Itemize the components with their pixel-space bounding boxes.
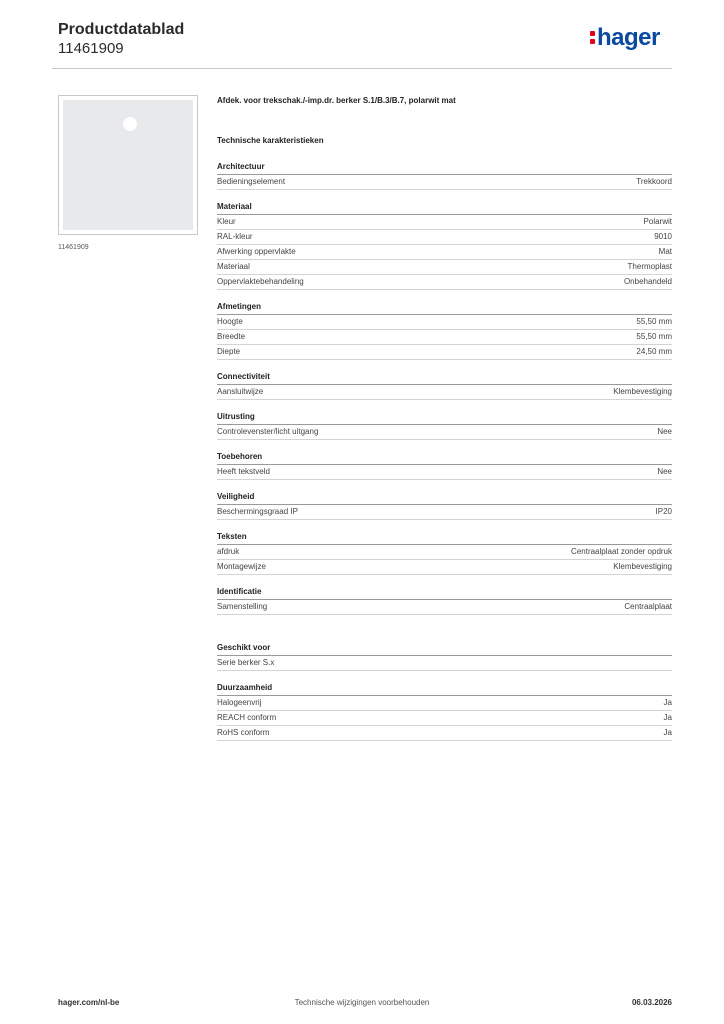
- group-heading: Veiligheid: [217, 490, 672, 505]
- group-heading: Uitrusting: [217, 410, 672, 425]
- spec-group: [217, 641, 672, 671]
- product-image: [58, 95, 198, 235]
- spec-row: [217, 711, 672, 726]
- spec-value: Centraalplaat: [624, 602, 672, 611]
- spec-row: [217, 260, 672, 275]
- spec-row: [217, 215, 672, 230]
- spec-value: 55,50 mm: [636, 332, 672, 341]
- spec-row: [217, 385, 672, 400]
- spec-group: [217, 410, 672, 440]
- spec-row: [217, 545, 672, 560]
- product-number: 11461909: [58, 40, 124, 57]
- spec-label: Serie berker S.x: [217, 658, 275, 667]
- pull-cord-hole: [123, 117, 137, 131]
- spec-value: Ja: [663, 698, 672, 707]
- spec-value: Ja: [663, 728, 672, 737]
- spec-row: [217, 315, 672, 330]
- logo-dots-icon: [590, 29, 596, 45]
- spec-content: [217, 94, 672, 751]
- group-heading: Duurzaamheid: [217, 681, 672, 696]
- spec-label: Beschermingsgraad IP: [217, 507, 298, 516]
- spec-label: Kleur: [217, 217, 236, 226]
- spec-row: [217, 345, 672, 360]
- spec-group: [217, 530, 672, 575]
- spec-label: Oppervlaktebehandeling: [217, 277, 304, 286]
- spec-value: IP20: [655, 507, 672, 516]
- spec-group: [217, 585, 672, 615]
- image-caption: 11461909: [58, 244, 89, 251]
- spec-value: Thermoplast: [627, 262, 672, 271]
- spec-row: [217, 230, 672, 245]
- spec-value: Klembevestiging: [613, 387, 672, 396]
- group-heading: Toebehoren: [217, 450, 672, 465]
- spec-row: [217, 656, 672, 671]
- spec-label: Samenstelling: [217, 602, 268, 611]
- spec-group: [217, 490, 672, 520]
- group-heading: Materiaal: [217, 200, 672, 215]
- cover-plate-image: [63, 100, 193, 230]
- spec-group: [217, 160, 672, 190]
- spec-label: Bedieningselement: [217, 177, 286, 186]
- group-heading: Identificatie: [217, 585, 672, 600]
- page-title: Productdatablad: [58, 21, 185, 38]
- spec-label: RoHS conform: [217, 728, 270, 737]
- spec-value: Centraalplaat zonder opdruk: [571, 547, 672, 556]
- spec-label: afdruk: [217, 547, 240, 556]
- spec-row: [217, 600, 672, 615]
- spec-value: 24,50 mm: [636, 347, 672, 356]
- spec-label: Heeft tekstveld: [217, 467, 270, 476]
- group-heading: Architectuur: [217, 160, 672, 175]
- spec-group: [217, 300, 672, 360]
- spec-label: REACH conform: [217, 713, 277, 722]
- spec-row: [217, 175, 672, 190]
- spec-value: Mat: [658, 247, 672, 256]
- spec-value: Polarwit: [643, 217, 672, 226]
- section-title: Technische karakteristieken: [217, 136, 324, 145]
- spec-value: Trekkoord: [636, 177, 672, 186]
- spec-label: Materiaal: [217, 262, 250, 271]
- spec-row: [217, 560, 672, 575]
- spec-label: Controlevenster/licht uitgang: [217, 427, 319, 436]
- spec-group: [217, 200, 672, 290]
- product-title: Afdek. voor trekschak./-imp.dr. berker S.1/B.3/B.7, polarwit mat: [217, 96, 456, 105]
- group-heading: Connectiviteit: [217, 370, 672, 385]
- spec-value: 55,50 mm: [636, 317, 672, 326]
- spec-label: Afwerking oppervlakte: [217, 247, 296, 256]
- spec-row: [217, 330, 672, 345]
- spec-value: Klembevestiging: [613, 562, 672, 571]
- group-heading: Geschikt voor: [217, 641, 672, 656]
- spec-row: [217, 465, 672, 480]
- hager-logo: [590, 26, 660, 50]
- spec-group: [217, 450, 672, 480]
- spec-row: [217, 425, 672, 440]
- spec-row: [217, 275, 672, 290]
- group-heading: Teksten: [217, 530, 672, 545]
- spec-label: RAL-kleur: [217, 232, 253, 241]
- spec-label: Hoogte: [217, 317, 243, 326]
- spec-value: Onbehandeld: [623, 277, 672, 286]
- spec-row: [217, 726, 672, 741]
- footer-date: 06.03.2026: [631, 998, 672, 1007]
- spec-value: 9010: [654, 232, 672, 241]
- spec-label: Diepte: [217, 347, 241, 356]
- group-heading: Afmetingen: [217, 300, 672, 315]
- spec-label: Breedte: [217, 332, 246, 341]
- spec-label: Aansluitwijze: [217, 387, 264, 396]
- spec-value: Nee: [657, 427, 672, 436]
- spec-groups: [217, 160, 672, 741]
- footer-website: hager.com/nl-be: [58, 998, 120, 1007]
- spec-group: [217, 370, 672, 400]
- footer-disclaimer: Technische wijzigingen voorbehouden: [294, 998, 430, 1007]
- spec-label: Halogeenvrij: [217, 698, 262, 707]
- spec-row: [217, 696, 672, 711]
- spec-value: Nee: [657, 467, 672, 476]
- spec-label: Montagewijze: [217, 562, 266, 571]
- spec-row: [217, 505, 672, 520]
- logo-text: hager: [597, 24, 660, 51]
- header-divider: [52, 68, 672, 69]
- spec-value: Ja: [663, 713, 672, 722]
- spec-row: [217, 245, 672, 260]
- spec-group: [217, 681, 672, 741]
